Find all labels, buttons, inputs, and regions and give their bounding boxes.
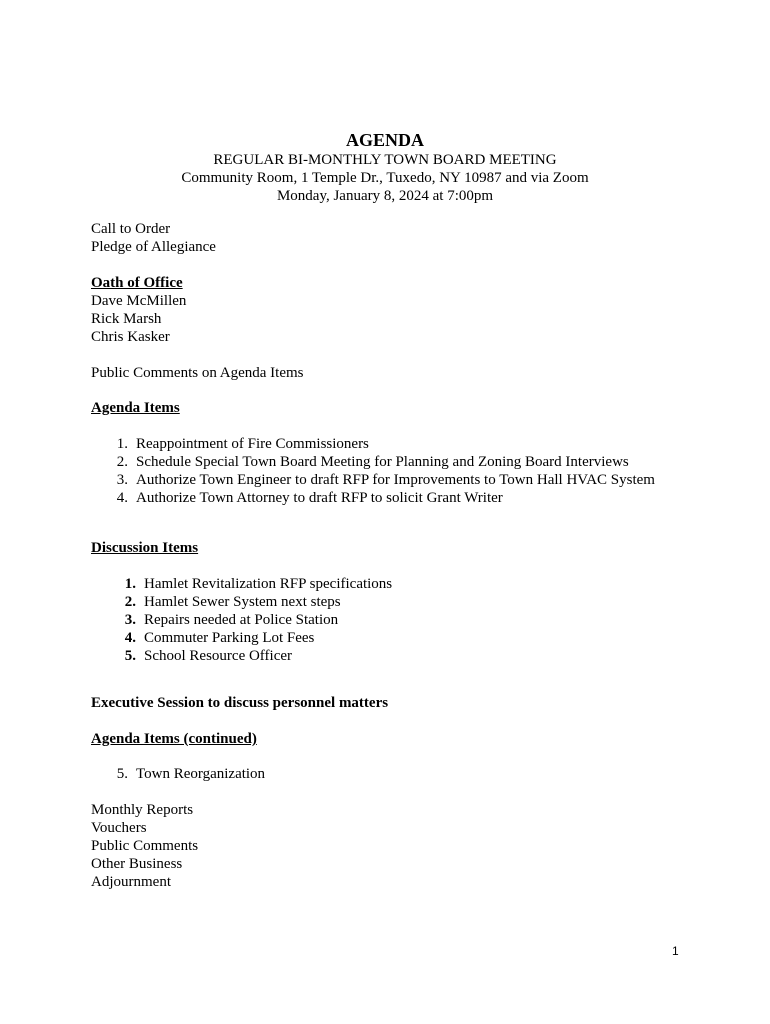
agenda-item (106, 435, 655, 453)
discussion-item-text: Hamlet Sewer System next steps (144, 594, 341, 610)
agenda-item (106, 453, 655, 471)
public-comments-agenda-section (91, 364, 303, 382)
agenda-item-number: 1. (116, 436, 128, 452)
opening-item-call-to-order: Call to Order (91, 221, 171, 237)
discussion-item-text: School Resource Officer (144, 648, 293, 664)
discussion-item-number: 3. (124, 612, 136, 628)
discussion-item-number: 5. (124, 648, 136, 664)
agenda-item-text: Reappointment of Fire Commissioners (136, 436, 369, 452)
discussion-item (114, 593, 392, 611)
closing-item: Other Business (91, 856, 183, 872)
oath-name: Chris Kasker (91, 329, 170, 345)
executive-session-block (91, 694, 388, 712)
agenda-items-continued-heading-block (91, 730, 257, 748)
agenda-item-number: 2. (116, 454, 128, 470)
discussion-item-text: Repairs needed at Police Station (144, 612, 339, 628)
discussion-items-heading-block (91, 539, 198, 557)
agenda-items-continued-heading: Agenda Items (continued) (91, 731, 257, 747)
agenda-item-text: Authorize Town Engineer to draft RFP for Improvements to Town Hall HVAC System (136, 472, 655, 488)
agenda-item (106, 489, 655, 507)
agenda-items-heading-block (91, 399, 180, 417)
discussion-item-text: Hamlet Revitalization RFP specifications (144, 576, 393, 592)
oath-name: Rick Marsh (91, 311, 162, 327)
discussion-item (114, 575, 392, 593)
closing-item: Monthly Reports (91, 802, 194, 818)
closing-section (91, 801, 198, 891)
agenda-item-number: 3. (116, 472, 128, 488)
closing-item: Public Comments (91, 838, 199, 854)
oath-section (91, 274, 186, 346)
agenda-item (106, 471, 655, 489)
discussion-items-list (114, 575, 392, 665)
opening-item-pledge: Pledge of Allegiance (91, 239, 216, 255)
discussion-item (114, 611, 392, 629)
discussion-item-number: 4. (124, 630, 136, 646)
page-number: 1 (672, 944, 679, 958)
agenda-items-list (106, 435, 655, 507)
discussion-item-number: 2. (124, 594, 136, 610)
meeting-location: Community Room, 1 Temple Dr., Tuxedo, NY 10987 and via Zoom (181, 170, 589, 186)
oath-heading: Oath of Office (91, 275, 183, 291)
closing-item: Vouchers (91, 820, 147, 836)
discussion-item-text: Commuter Parking Lot Fees (144, 630, 315, 646)
discussion-item (114, 629, 392, 647)
page-title: AGENDA (345, 130, 424, 150)
agenda-items-continued-list (106, 765, 265, 783)
agenda-items-heading: Agenda Items (91, 400, 180, 416)
meeting-type: REGULAR BI-MONTHLY TOWN BOARD MEETING (213, 152, 557, 168)
agenda-header (0, 129, 770, 205)
discussion-item-number: 1. (124, 576, 136, 592)
discussion-items-heading: Discussion Items (91, 540, 199, 556)
public-comments-agenda: Public Comments on Agenda Items (91, 365, 304, 381)
agenda-item-text: Authorize Town Attorney to draft RFP to solicit Grant Writer (136, 490, 503, 506)
closing-item: Adjournment (91, 874, 171, 890)
agenda-item-number: 5. (116, 766, 128, 782)
agenda-item-text: Town Reorganization (136, 766, 266, 782)
discussion-item (114, 647, 392, 665)
opening-section (91, 220, 216, 256)
agenda-item-number: 4. (116, 490, 128, 506)
executive-session: Executive Session to discuss personnel matters (91, 695, 389, 711)
agenda-item (106, 765, 265, 783)
agenda-item-text: Schedule Special Town Board Meeting for Planning and Zoning Board Interviews (136, 454, 629, 470)
oath-name: Dave McMillen (91, 293, 187, 309)
meeting-date-time: Monday, January 8, 2024 at 7:00pm (276, 188, 494, 204)
